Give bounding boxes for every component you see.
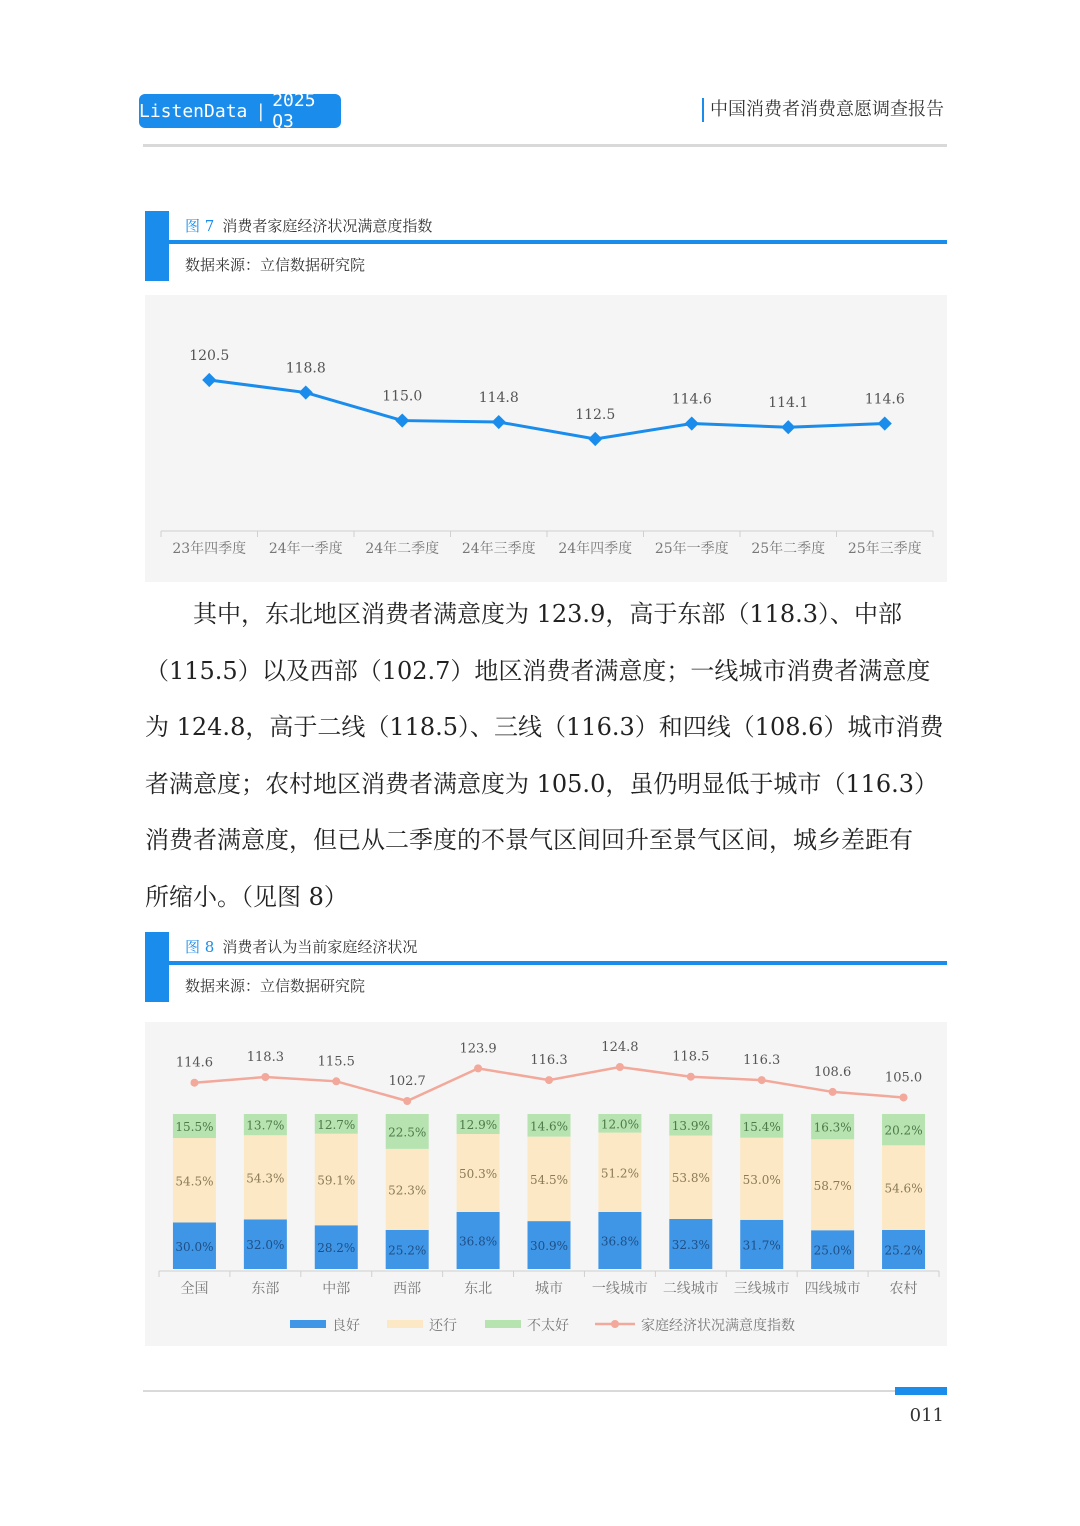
segment-label: 50.3% [459, 1166, 498, 1181]
index-point [829, 1088, 837, 1096]
segment-label: 30.0% [175, 1239, 214, 1254]
index-label: 102.7 [388, 1074, 426, 1089]
figure7-accent-line [169, 240, 947, 244]
body-line: 者满意度；农村地区消费者满意度为 105.0，虽仍明显低于城市（116.3） [145, 769, 939, 798]
body-line: 所缩小。（见图 8） [145, 882, 348, 911]
index-label: 108.6 [814, 1064, 852, 1080]
index-label: 116.3 [530, 1053, 568, 1069]
index-point [403, 1097, 411, 1105]
x-tick-label: 东北 [464, 1281, 493, 1297]
segment-label: 54.6% [884, 1181, 923, 1196]
figure8-accent-bar [145, 932, 169, 1002]
segment-label: 54.5% [175, 1174, 214, 1189]
segment-label: 12.9% [459, 1117, 498, 1132]
segment-label: 31.7% [742, 1238, 781, 1253]
index-label: 118.3 [246, 1050, 284, 1065]
x-tick-label: 农村 [889, 1281, 918, 1297]
body-paragraph [145, 586, 947, 925]
index-label: 115.5 [317, 1054, 355, 1070]
index-label: 116.3 [743, 1053, 781, 1069]
data-point [588, 432, 602, 446]
header-divider [143, 144, 947, 147]
data-point [878, 416, 892, 430]
index-point [190, 1079, 198, 1087]
figure7-source: 数据来源：立信数据研究院 [185, 256, 366, 274]
body-line: （115.5）以及西部（102.7）地区消费者满意度；一线城市消费者满意度 [145, 656, 931, 685]
data-label: 114.1 [768, 395, 809, 412]
segment-label: 12.7% [317, 1117, 356, 1132]
index-point [474, 1064, 482, 1072]
x-tick-label: 24年四季度 [558, 541, 633, 557]
segment-label: 16.3% [813, 1120, 852, 1135]
figure7-title [185, 215, 432, 236]
data-point [492, 415, 506, 429]
figure8-chart [145, 1022, 947, 1346]
figure8-number: 图 8 [185, 938, 215, 956]
index-point [616, 1063, 624, 1071]
legend-swatch [387, 1320, 423, 1328]
x-tick-label: 24年三季度 [461, 541, 536, 557]
segment-label: 30.9% [529, 1239, 569, 1254]
data-point [202, 373, 216, 387]
index-point [900, 1093, 908, 1101]
segment-label: 12.0% [600, 1117, 639, 1132]
legend-swatch [485, 1320, 521, 1328]
figure8-stacked-bar-chart [145, 1022, 947, 1346]
report-title: 中国消费者消费意愿调查报告 [702, 98, 944, 122]
figure8-source: 数据来源：立信数据研究院 [185, 977, 366, 995]
segment-label: 36.8% [600, 1234, 639, 1249]
x-tick-label: 25年三季度 [847, 541, 922, 557]
data-label: 115.0 [382, 388, 423, 405]
legend-label: 良好 [332, 1318, 360, 1334]
segment-label: 54.5% [529, 1172, 569, 1187]
x-tick-label: 25年一季度 [654, 541, 729, 557]
segment-label: 53.8% [671, 1171, 710, 1186]
segment-label: 13.9% [671, 1118, 710, 1133]
segment-label: 28.2% [317, 1241, 356, 1256]
figure7-line-chart [145, 295, 947, 582]
data-point [781, 420, 795, 434]
segment-label: 53.0% [742, 1172, 781, 1187]
figure7-number: 图 7 [185, 217, 215, 235]
segment-label: 25.2% [388, 1243, 427, 1258]
segment-label: 25.0% [813, 1243, 852, 1258]
brand-badge [139, 90, 341, 132]
x-tick-label: 23年四季度 [172, 541, 247, 557]
segment-label: 32.3% [671, 1237, 710, 1252]
figure7-chart [145, 295, 947, 582]
figure8-accent-line [169, 961, 947, 965]
index-point [545, 1076, 553, 1084]
segment-label: 15.4% [742, 1119, 781, 1134]
x-tick-label: 四线城市 [804, 1281, 861, 1297]
figure8-title-text: 消费者认为当前家庭经济状况 [222, 938, 418, 956]
data-point [685, 416, 699, 430]
footer-divider [143, 1390, 947, 1392]
segment-label: 58.7% [813, 1178, 852, 1193]
x-tick-label: 中部 [322, 1281, 351, 1297]
segment-label: 54.3% [246, 1171, 285, 1186]
segment-label: 59.1% [317, 1173, 356, 1188]
index-label: 123.9 [459, 1041, 497, 1057]
segment-label: 13.7% [246, 1118, 285, 1133]
footer-accent [895, 1387, 947, 1395]
brand-name: ListenData [139, 100, 248, 122]
x-tick-label: 24年一季度 [268, 541, 343, 557]
body-line: 其中，东北地区消费者满意度为 123.9，高于东部（118.3）、中部 [145, 600, 903, 628]
index-point [687, 1073, 695, 1081]
data-point [395, 413, 409, 427]
x-tick-label: 西部 [393, 1281, 422, 1297]
segment-label: 14.6% [529, 1119, 569, 1134]
data-label: 120.5 [189, 348, 230, 364]
legend-label: 还行 [429, 1318, 457, 1334]
legend-label: 家庭经济状况满意度指数 [641, 1318, 795, 1334]
figure8-title [185, 936, 417, 957]
x-tick-label: 二线城市 [662, 1281, 719, 1297]
index-point [332, 1077, 340, 1085]
legend-label: 不太好 [527, 1318, 569, 1334]
data-label: 114.6 [864, 391, 905, 408]
legend-swatch-marker [611, 1320, 619, 1328]
segment-label: 25.2% [884, 1243, 923, 1258]
x-tick-label: 25年二季度 [751, 541, 826, 557]
x-tick-label: 全国 [180, 1281, 209, 1297]
legend-swatch [290, 1320, 326, 1328]
figure7-accent-bar [145, 211, 169, 281]
segment-label: 32.0% [246, 1238, 285, 1253]
x-tick-label: 城市 [535, 1281, 563, 1297]
index-label: 105.0 [884, 1070, 923, 1086]
index-label: 114.6 [175, 1055, 214, 1071]
page-number: 011 [909, 1405, 944, 1426]
segment-label: 15.5% [175, 1120, 214, 1135]
segment-label: 22.5% [388, 1125, 427, 1140]
data-point [299, 385, 313, 399]
index-point [261, 1073, 269, 1081]
figure7-title-text: 消费者家庭经济状况满意度指数 [222, 217, 433, 235]
x-tick-label: 东部 [251, 1281, 280, 1297]
data-label: 114.8 [478, 390, 519, 407]
index-label: 118.5 [672, 1049, 710, 1065]
segment-label: 52.3% [388, 1183, 427, 1198]
figure7-heading [145, 211, 947, 281]
segment-label: 36.8% [459, 1234, 498, 1249]
x-tick-label: 三线城市 [733, 1281, 790, 1297]
data-label: 114.6 [671, 391, 712, 408]
brand-separator: | [255, 100, 267, 122]
x-tick-label: 24年二季度 [365, 541, 440, 557]
figure8-heading [145, 932, 947, 1002]
data-label: 112.5 [575, 407, 616, 423]
segment-label: 51.2% [600, 1166, 639, 1181]
index-label: 124.8 [601, 1040, 639, 1055]
segment-label: 20.2% [884, 1123, 923, 1138]
report-period: 2025 Q3 [272, 90, 316, 132]
index-point [758, 1076, 766, 1084]
body-line: 为 124.8，高于二线（118.5）、三线（116.3）和四线（108.6）城市消费 [145, 713, 944, 741]
body-line: 消费者满意度，但已从二季度的不景气区间回升至景气区间，城乡差距有 [145, 826, 913, 854]
x-tick-label: 一线城市 [591, 1281, 648, 1297]
data-label: 118.8 [285, 360, 326, 377]
